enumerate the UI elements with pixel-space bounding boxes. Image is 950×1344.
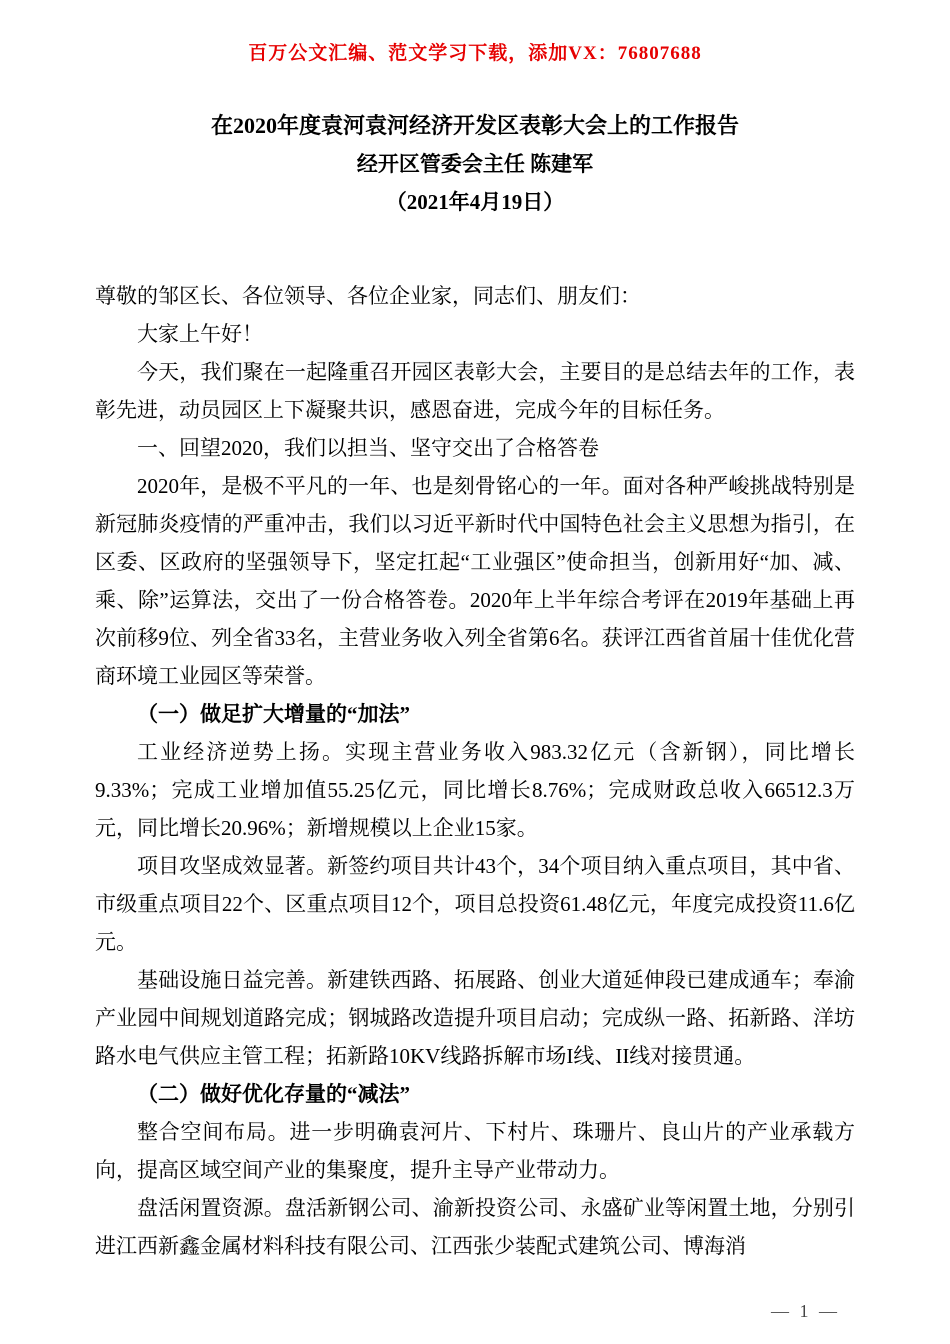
section-heading-1: 一、回望2020，我们以担当、坚守交出了合格答卷 (137, 436, 599, 460)
spatial-layout-paragraph: 整合空间布局。进一步明确袁河片、下村片、珠珊片、良山片的产业承载方向，提高区域空间产业的集聚度，提升主导产业带动力。 (95, 1120, 855, 1182)
title-block (95, 107, 855, 221)
page-number: — 1 — (771, 1301, 840, 1321)
greeting-paragraph: 大家上午好！ (137, 322, 263, 346)
idle-resources-paragraph: 盘活闲置资源。盘活新钢公司、渝新投资公司、永盛矿业等闲置土地，分别引进江西新鑫金属材料科技有限公司、江西张少装配式建筑公司、博海消 (95, 1196, 855, 1258)
review-2020-paragraph: 2020年，是极不平凡的一年、也是刻骨铭心的一年。面对各种严峻挑战特别是新冠肺炎疫情的严重冲击，我们以习近平新时代中国特色社会主义思想为指引，在区委、区政府的坚强领导下，坚定扛起“工业强区”使命担当，创新用好“加、减、乘、除”运算法，交出了一份合格答卷。2020年上半年综合考评在2019年基础上再次前移9位、列全省33名，主营业务收入列全省第6名。获评江西省首届十佳优化营商环境工业园区等荣誉。 (95, 474, 855, 688)
industrial-economy-paragraph: 工业经济逆势上扬。实现主营业务收入983.32亿元（含新钢），同比增长9.33%；完成工业增加值55.25亿元，同比增长8.76%；完成财政总收入66512.3万元，同比增长20.96%；新增规模以上企业15家。 (95, 740, 855, 840)
infrastructure-paragraph: 基础设施日益完善。新建铁西路、拓展路、创业大道延伸段已建成通车；奉渝产业园中间规划道路完成；钢城路改造提升项目启动；完成纵一路、拓新路、洋坊路水电气供应主管工程；拓新路10KV线路拆解市场I线、II线对接贯通。 (95, 968, 855, 1068)
document-date: （2021年4月19日） (385, 190, 565, 214)
document-title: 在2020年度袁河袁河经济开发区表彰大会上的工作报告 (210, 113, 739, 138)
salutation-paragraph: 尊敬的邹区长、各位领导、各位企业家，同志们、朋友们： (95, 284, 641, 308)
intro-paragraph: 今天，我们聚在一起隆重召开园区表彰大会，主要目的是总结去年的工作，表彰先进，动员园区上下凝聚共识，感恩奋进，完成今年的目标任务。 (95, 360, 855, 422)
document-body (95, 277, 855, 1265)
project-results-paragraph: 项目攻坚成效显著。新签约项目共计43个，34个项目纳入重点项目，其中省、市级重点项目22个、区重点项目12个，项目总投资61.48亿元，年度完成投资11.6亿元。 (95, 854, 855, 954)
subsection-heading-addition: （一）做足扩大增量的“加法” (137, 702, 410, 726)
document-author: 经开区管委会主任 陈建军 (356, 152, 594, 176)
subsection-heading-subtraction: （二）做好优化存量的“减法” (137, 1082, 410, 1106)
watermark-header: 百万公文汇编、范文学习下载，添加VX：76807688 (248, 43, 702, 64)
